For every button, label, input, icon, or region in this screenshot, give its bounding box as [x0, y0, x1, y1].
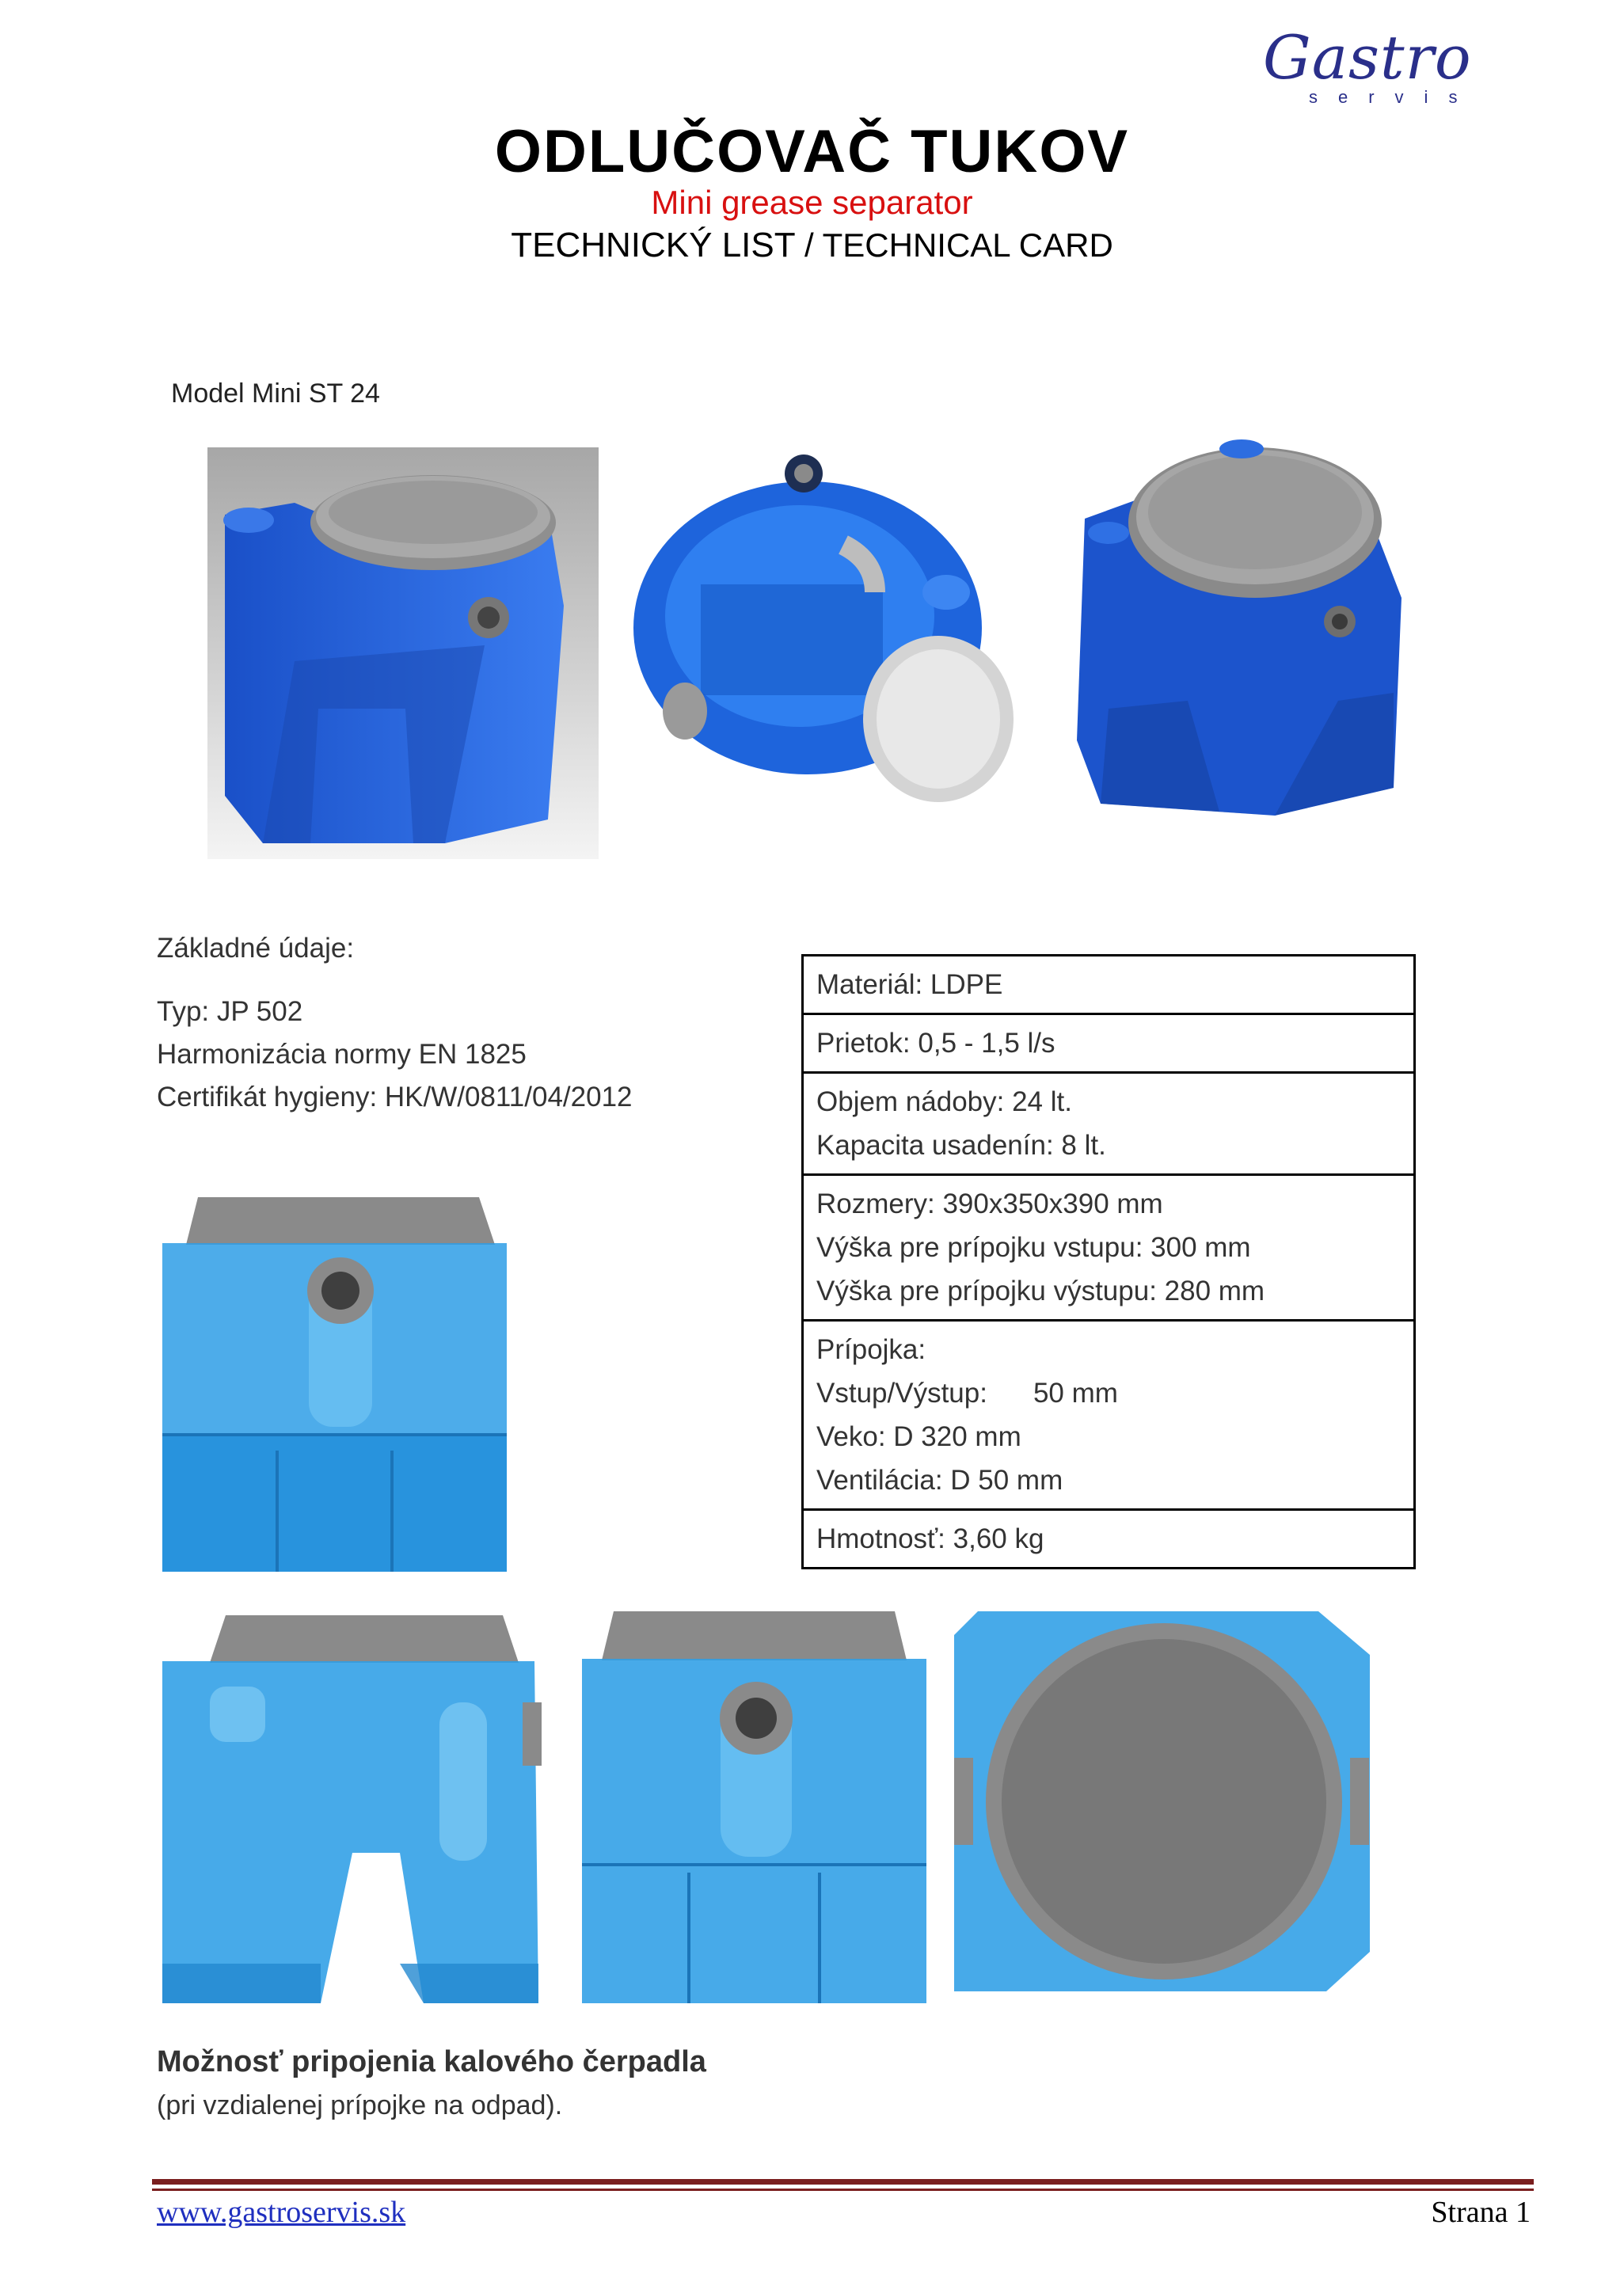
- footer-rule-thin: [152, 2189, 1534, 2191]
- spec-cell-dims: [804, 1173, 1413, 1319]
- product-render-open: [629, 450, 1033, 838]
- spec-inlet-height: Výška pre prípojku vstupu: 300 mm: [816, 1232, 1251, 1263]
- technical-card-heading: [0, 226, 1624, 265]
- spec-cell-connection: [804, 1319, 1413, 1508]
- page-subtitle: Mini grease separator: [651, 184, 973, 221]
- product-render-side: [1077, 439, 1409, 823]
- spec-outlet-height: Výška pre prípojku výstupu: 280 mm: [816, 1276, 1265, 1306]
- spec-cell-volume: [804, 1071, 1413, 1173]
- spec-io-label: Vstup/Výstup:: [816, 1378, 987, 1409]
- spec-material: Materiál: LDPE: [816, 969, 1003, 1000]
- basic-heading: Základné údaje:: [157, 933, 355, 964]
- pump-note: (pri vzdialenej prípojke na odpad).: [157, 2090, 563, 2120]
- spec-io: [816, 1371, 1401, 1415]
- spec-dims: Rozmery: 390x350x390 mm: [816, 1188, 1163, 1219]
- transparent-render-top: [954, 1611, 1370, 1991]
- logo-sub: servis: [1309, 87, 1478, 107]
- basic-line-type: Typ: JP 502: [157, 996, 303, 1027]
- gastro-logo: [1263, 22, 1489, 109]
- spec-weight: Hmotnosť: 3,60 kg: [816, 1523, 1044, 1554]
- transparent-render-side: [162, 1615, 550, 2003]
- spec-io-value: 50 mm: [1033, 1378, 1118, 1409]
- transparent-render-front: [162, 1197, 511, 1573]
- page-number: Strana 1: [1431, 2196, 1531, 2229]
- spec-lid: Veko: D 320 mm: [816, 1421, 1021, 1452]
- spec-cell-weight: [804, 1508, 1413, 1567]
- spec-cell-material: [804, 956, 1413, 1013]
- page-title: ODLUČOVAČ TUKOV: [494, 118, 1130, 185]
- technical-sk: TECHNICKÝ LIST: [511, 226, 805, 264]
- spec-volume: Objem nádoby: 24 lt.: [816, 1086, 1072, 1117]
- footer-rule: [152, 2179, 1534, 2185]
- spec-connection: Prípojka:: [816, 1334, 926, 1365]
- transparent-render-front-2: [582, 1611, 926, 2003]
- technical-en: / TECHNICAL CARD: [804, 226, 1113, 264]
- basic-line-norm: Harmonizácia normy EN 1825: [157, 1039, 527, 1070]
- product-render-front: [207, 447, 599, 859]
- basic-line-cert: Certifikát hygieny: HK/W/0811/04/2012: [157, 1082, 633, 1112]
- spec-flow: Prietok: 0,5 - 1,5 l/s: [816, 1028, 1055, 1059]
- logo-script: Gastro: [1263, 22, 1472, 93]
- spec-capacity: Kapacita usadenín: 8 lt.: [816, 1130, 1106, 1161]
- spec-vent: Ventilácia: D 50 mm: [816, 1465, 1063, 1496]
- website-link[interactable]: www.gastroservis.sk: [157, 2196, 406, 2229]
- spec-cell-flow: [804, 1013, 1413, 1071]
- model-label: Model Mini ST 24: [171, 378, 380, 409]
- pump-heading: Možnosť pripojenia kalového čerpadla: [157, 2045, 706, 2078]
- spec-table: [801, 954, 1416, 1569]
